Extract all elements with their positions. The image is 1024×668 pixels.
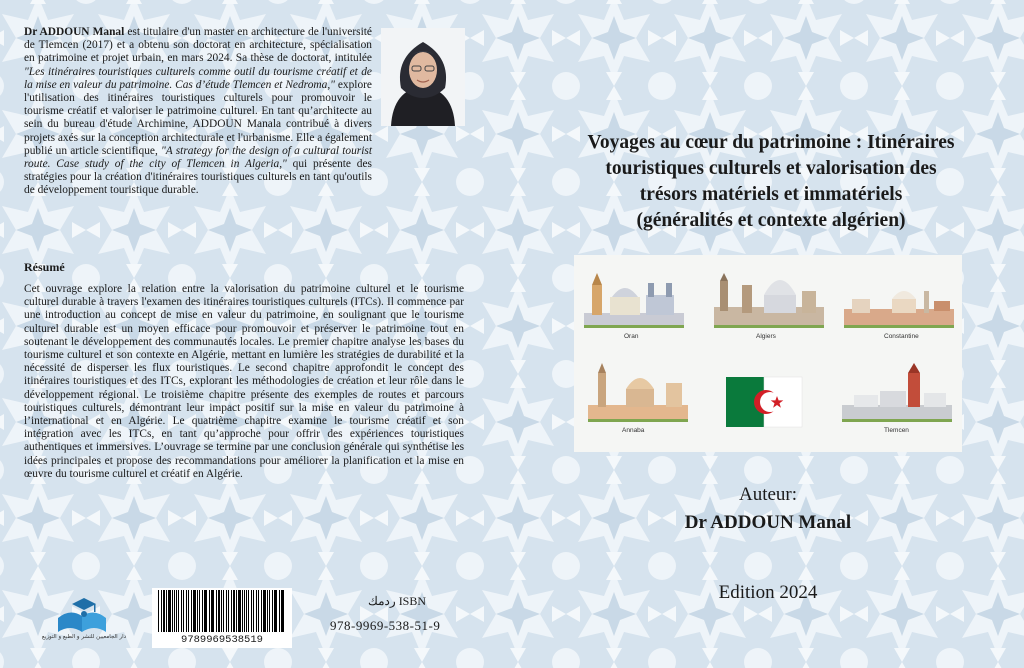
barcode-bar <box>176 590 177 632</box>
barcode-bar <box>186 590 187 632</box>
algerian-flag-icon <box>726 377 802 427</box>
barcode-bar <box>174 590 175 632</box>
barcode-bars <box>152 588 292 634</box>
barcode-bar <box>178 590 179 632</box>
barcode-bar <box>238 590 241 632</box>
algerian-cities-illustration <box>574 255 962 452</box>
city-label-annaba: Annaba <box>622 427 645 434</box>
barcode-bar <box>193 590 196 632</box>
publisher-logo-text: دار الجامعيين للنشر و الطبع و التوزيع <box>41 634 127 640</box>
barcode-bar <box>261 590 262 632</box>
bio-line1: est titulaire d'un master en architecture <box>124 26 305 38</box>
title-line: (généralités et contexte algérien) <box>636 210 906 231</box>
barcode-bar <box>168 590 171 632</box>
barcode-bar <box>161 590 162 632</box>
book-title <box>536 130 1006 234</box>
author-label: Auteur: <box>738 484 798 505</box>
author-name: Dr ADDOUN Manal <box>684 512 852 533</box>
barcode-bar <box>274 590 277 632</box>
city-label-tlemcen: Tlemcen <box>884 427 909 434</box>
bio-author-name: Dr ADDOUN Manal <box>24 26 125 38</box>
barcode-bar <box>172 590 173 632</box>
barcode-bar <box>197 590 198 632</box>
city-label-oran: Oran <box>624 333 639 340</box>
author-photo <box>381 28 465 126</box>
barcode-bar <box>269 590 270 632</box>
title-line: Voyages au cœur du patrimoine : Itinéraires <box>587 132 955 153</box>
city-label-constantine: Constantine <box>884 333 919 340</box>
barcode-bar <box>228 590 229 632</box>
barcode-bar <box>281 590 284 632</box>
barcode-bar <box>191 590 192 632</box>
bio-line3: en architecture, spécialisation en patrimoine et projet urbain, <box>24 39 372 65</box>
barcode-bar <box>258 590 259 632</box>
barcode-bar <box>279 590 280 632</box>
barcode-bar <box>211 590 214 632</box>
barcode-bar <box>246 590 247 632</box>
barcode-number: 9789969538519 <box>152 634 292 646</box>
barcode-bar <box>233 590 235 632</box>
isbn-number: 978-9969-538-51-9 <box>330 618 441 633</box>
barcode-bar <box>267 590 268 632</box>
title-line: touristiques culturels et valorisation des <box>605 158 937 179</box>
barcode-bar <box>244 590 245 632</box>
barcode-bar <box>223 590 224 632</box>
barcode-bar <box>202 590 203 632</box>
author-bio-top <box>24 26 372 198</box>
barcode-bar <box>226 590 227 632</box>
barcode-bar <box>216 590 217 632</box>
bio-thesis-title: "Les itinéraires touristiques culturels comme outil du tourisme créatif et de la mise en valeur du patrimoine. Cas d’étude Tlemcen et Nedroma," <box>24 65 372 91</box>
barcode-bar <box>183 590 184 632</box>
bio-line4: en mars 2024. Sa thèse de doctorat, intitulée <box>167 52 372 65</box>
annaba-landmarks-icon <box>588 363 688 422</box>
barcode-bar <box>158 590 159 632</box>
barcode-bar <box>204 590 207 632</box>
barcode-bar <box>163 590 165 632</box>
city-label-algiers: Algiers <box>756 333 776 340</box>
publisher-logo <box>36 588 132 654</box>
barcode-bar <box>218 590 220 632</box>
barcode-bar <box>251 590 252 632</box>
bio-article-title: "A strategy for the design of a cultural tourist route. Case study of the city of Tlemcen in Algeria," <box>24 144 372 171</box>
bio-after-article: qui présente des stratégies pour la création d'itinéraires touristiques culturels en tant qu'outils de développement touristique durable. <box>24 158 372 197</box>
barcode-bar <box>209 590 210 632</box>
barcode-bar <box>188 590 189 632</box>
barcode-bar <box>199 590 200 632</box>
barcode-bar <box>256 590 257 632</box>
barcode-bar <box>272 590 273 632</box>
barcode-bar <box>231 590 232 632</box>
barcode-bar <box>181 590 182 632</box>
isbn-label: ردمك ISBN <box>368 594 427 608</box>
barcode-bar <box>242 590 243 632</box>
bio-line2: de l'université de Tlemcen (2017) et a obtenu son doctorat <box>24 26 372 52</box>
barcode-bar <box>248 590 249 632</box>
tlemcen-landmarks-icon <box>842 363 952 422</box>
title-line: trésors matériels et immatériels <box>639 184 903 205</box>
barcode-bar <box>236 590 237 632</box>
resume-text: Cet ouvrage explore la relation entre la valorisation du patrimoine culturel et le tourisme culturel durable à travers l'examen des itinéraires touristiques culturels (ITCs). Il commence par une introduction au concept de mise en valeur du patrimoine, en soulignant que le tourisme culturel durable est un moyen efficace pour promouvoir et préserver le patrimoine tout en soutenant le développement des communautés locales. Le premier chapitre analyse les bases du tourisme culturel et son contexte en Algérie, mettant en lumière les stratégies de durabilité et la nécessité de disperser les flux touristiques. Le second chapitre approfondit le concept des itinéraires touristiques et des ITCs, explorant les méthodologies de création et leur rôle dans le développement régional. Le troisième chapitre présente des exemples de routes et parcours touristiques culturels, démontrant leur impact positif sur la mise en valeur du patrimoine à l’international et en Algérie. Le quatrième chapitre examine le tourisme créatif et son intégration avec les ITCs, en tant qu’approche pour offrir des expériences touristiques authentiques et immersives. L’ouvrage se termine par une conclusion générale qui synthétise les idées principales et propose des recommandations pour améliorer la planification et la mise en œuvre du tourisme culturel et créatif en Algérie. <box>24 283 464 480</box>
front-cover <box>512 0 1024 668</box>
edition-label: Edition 2024 <box>718 582 818 603</box>
algiers-landmarks-icon <box>714 273 824 328</box>
barcode-bar <box>253 590 254 632</box>
resume-heading: Résumé <box>24 260 65 274</box>
oran-landmarks-icon <box>584 273 684 328</box>
barcode-bar <box>221 590 222 632</box>
bio-after-thesis: explore l'utilisation des itinéraires touristiques culturels pour promouvoir le tourisme créatif et valoriser le patrimoine culturel. En tant qu’architecte au sein du bureau d'étude Archimine, ADDOUN Manala contribué à divers projets axés sur la conception architecturale et l'urbanisme. Elle a également publié un article scientifique, <box>24 78 372 157</box>
barcode-bar <box>166 590 167 632</box>
constantine-landmarks-icon <box>844 291 954 328</box>
barcode-bar <box>263 590 266 632</box>
